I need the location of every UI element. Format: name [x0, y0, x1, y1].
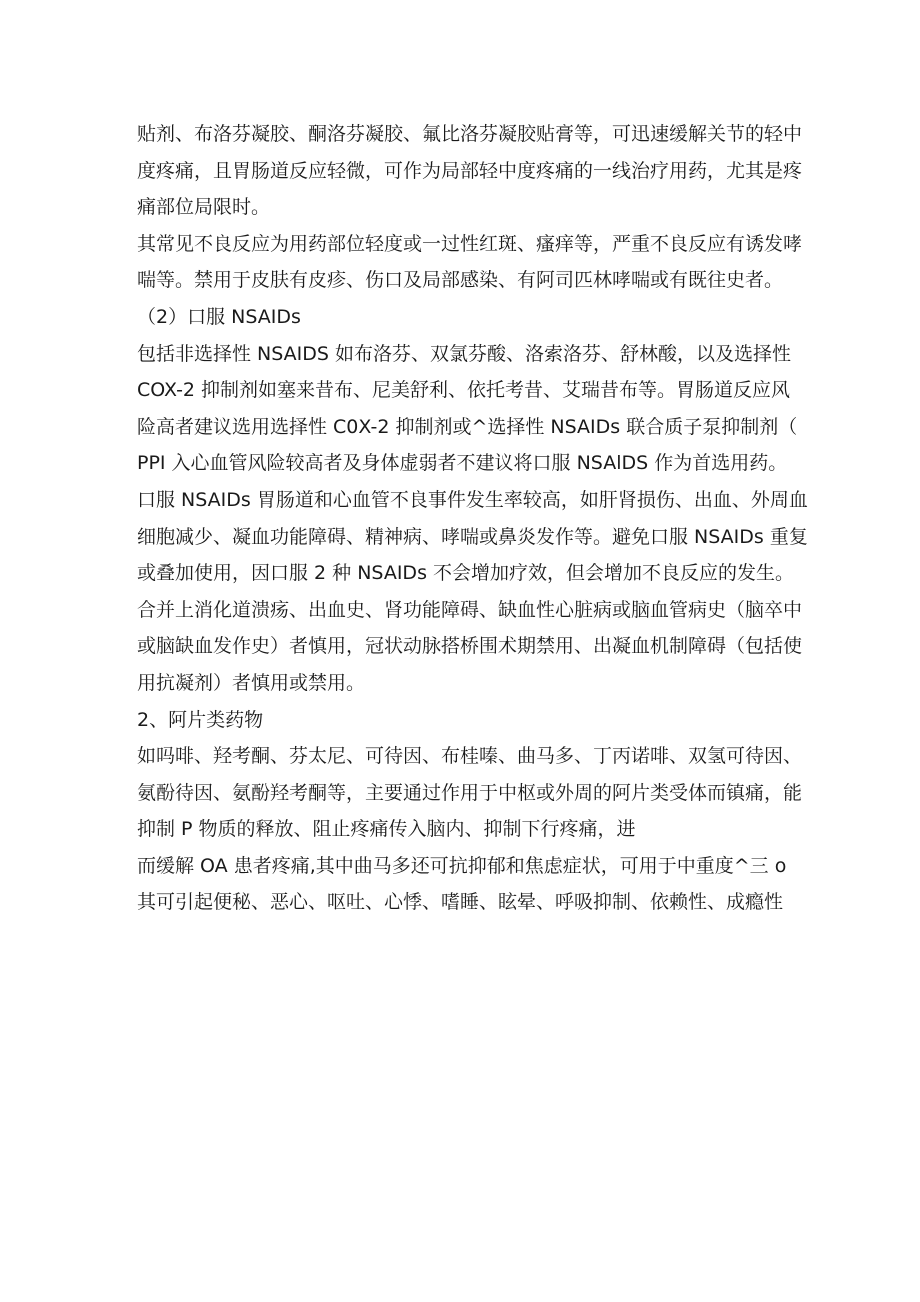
- text-line: 抑制 P 物质的释放、阻止疼痛传入脑内、抑制下行疼痛，进: [137, 818, 636, 841]
- section-heading: （2）口服 NSAIDs: [137, 305, 301, 328]
- text-line: 合并上消化道溃疡、出血史、肾功能障碍、缺血性心脏病或脑血管病史（脑卒中: [137, 598, 803, 621]
- text-line: 其常见不良反应为用药部位轻度或一过性红斑、瘙痒等，严重不良反应有诱发哮: [137, 232, 803, 255]
- text-line: 氨酚待因、氨酚羟考酮等，主要通过作用于中枢或外周的阿片类受体而镇痛，能: [137, 781, 803, 804]
- text-line: 险高者建议选用选择性 C0X-2 抑制剂或^选择性 NSAIDs 联合质子泵抑制剂（: [137, 415, 798, 438]
- text-line: 而缓解 OA 患者疼痛,其中曲马多还可抗抑郁和焦虑症状，可用于中重度^三 o: [137, 854, 787, 877]
- text-line: 其可引起便秘、恶心、呕吐、心悸、嗜睡、眩晕、呼吸抑制、依赖性、成瘾性: [137, 891, 784, 914]
- text-line: 如吗啡、羟考酮、芬太尼、可待因、布桂嗪、曲马多、丁丙诺啡、双氢可待因、: [137, 745, 803, 768]
- text-line: 喘等。禁用于皮肤有皮疹、伤口及局部感染、有阿司匹林哮喘或有既往史者。: [137, 269, 784, 292]
- text-line: 口服 NSAIDs 胃肠道和心血管不良事件发生率较高，如肝肾损伤、出血、外周血: [137, 488, 808, 511]
- text-line: PPI 入心血管风险较高者及身体虚弱者不建议将口服 NSAlDS 作为首选用药。: [137, 452, 788, 475]
- text-line: 或脑缺血发作史）者慎用，冠状动脉搭桥围术期禁用、出凝血机制障碍（包括使: [137, 635, 803, 658]
- text-line: 贴剂、布洛芬凝胶、酮洛芬凝胶、氟比洛芬凝胶贴膏等，可迅速缓解关节的轻中: [137, 123, 803, 145]
- text-line: 用抗凝剂）者慎用或禁用。: [137, 671, 366, 694]
- text-line: 细胞减少、凝血功能障碍、精神病、哮喘或鼻炎发作等。避免口服 NSAIDs 重复: [137, 525, 808, 548]
- section-heading: 2、阿片类药物: [137, 708, 264, 731]
- text-line: COX-2 抑制剂如塞来昔布、尼美舒利、依托考昔、艾瑞昔布等。胃肠道反应风: [137, 379, 791, 402]
- text-line: 度疼痛，且胃肠道反应轻微，可作为局部轻中度疼痛的一线治疗用药，尤其是疼: [137, 159, 803, 182]
- text-line: 痛部位局限时。: [137, 196, 271, 219]
- document-body: [137, 116, 808, 921]
- text-line: 包括非选择性 NSAIDS 如布洛芬、双氯芬酸、洛索洛芬、舒林酸，以及选择性: [137, 342, 791, 365]
- text-line: 或叠加使用，因口服 2 种 NSAIDs 不会增加疗效，但会增加不良反应的发生。: [137, 562, 795, 585]
